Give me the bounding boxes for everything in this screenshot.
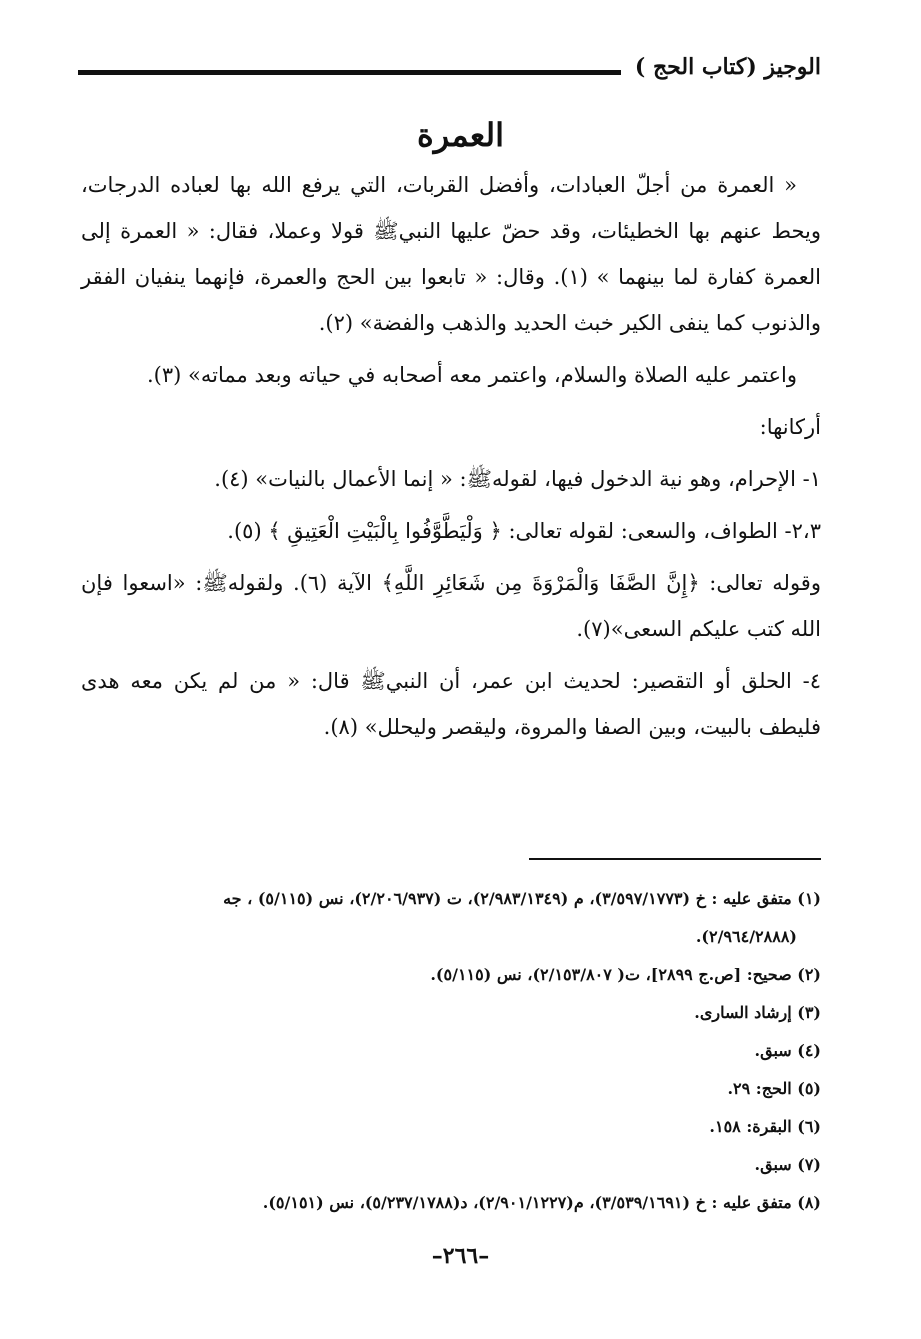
- pillars-heading: أركانها:: [759, 415, 821, 439]
- footnote-7: (٧) سبق.: [754, 1155, 821, 1174]
- footnotes: [81, 880, 821, 1222]
- footnote-1: (١) متفق عليه : خ (٣/٥٩٧/١٧٧٣)، م (٢/٩٨٣/١٣٤٩)، ت (٢/٢٠٦/٩٣٧)، نس (٥/١١٥) ، جه: [223, 889, 821, 908]
- section-title: العمرة: [417, 116, 504, 154]
- paragraph-sai-evidence: وقوله تعالى: ﴿إِنَّ الصَّفَا وَالْمَرْوَةَ مِن شَعَائِرِ اللَّهِ﴾ الآية (٦). ولقولهﷺ: «اسعوا فإن الله كتب عليكم السعى»(٧).: [81, 571, 821, 641]
- page-number: –٢٦٦–: [431, 1243, 490, 1269]
- footnote-1-continued: (٢/٩٦٤/٢٨٨٨).: [695, 927, 797, 946]
- header-rule: [78, 70, 621, 75]
- paragraph-umrah-practice: واعتمر عليه الصلاة والسلام، واعتمر معه أصحابه في حياته وبعد مماته» (٣).: [147, 363, 797, 387]
- paragraph-intro: « العمرة من أجلّ العبادات، وأفضل القربات، التي يرفع الله بها لعباده الدرجات، ويحط عنهم بها الخطيئات، وقد حضّ عليها النبيﷺ قولا وعملا، فقال: « العمرة إلى العمرة كفارة لما بينهما » (١). وقال: « تابعوا بين الحج والعمرة، فإنهما ينفيان الفقر والذنوب كما ينفى الكير خبث الحديد والذهب والفضة» (٢).: [81, 173, 821, 335]
- header-title: الوجيز (كتاب الحج ): [634, 54, 821, 80]
- pillar-tawaf-sai: ٢،٣- الطواف، والسعى: لقوله تعالى: ﴿ وَلْيَطَّوَّفُوا بِالْبَيْتِ الْعَتِيقِ ﴾ (٥).: [227, 519, 821, 543]
- footnote-4: (٤) سبق.: [754, 1041, 821, 1060]
- body-text: [81, 162, 821, 756]
- footnote-separator: [529, 858, 821, 860]
- pillar-ihram: ١- الإحرام، وهو نية الدخول فيها، لقولهﷺ: « إنما الأعمال بالنيات» (٤).: [214, 467, 821, 491]
- pillar-halq-taqsir: ٤- الحلق أو التقصير: لحديث ابن عمر، أن النبيﷺ قال: « من لم يكن معه هدى فليطف بالبيت، وبين الصفا والمروة، وليقصر وليحلل» (٨).: [81, 669, 821, 739]
- footnote-2: (٢) صحيح: [ص.ج ٢٨٩٩]، ت( ٢/١٥٣/٨٠٧)، نس (٥/١١٥).: [430, 965, 821, 984]
- footnote-6: (٦) البقرة: ١٥٨.: [709, 1117, 821, 1136]
- footnote-3: (٣) إرشاد السارى.: [694, 1003, 821, 1022]
- running-header: [78, 52, 821, 86]
- footnote-8: (٨) متفق عليه : خ (٣/٥٣٩/١٦٩١)، م(٢/٩٠١/١٢٢٧)، د(٥/٢٣٧/١٧٨٨)، نس (٥/١٥١).: [262, 1193, 821, 1212]
- footnote-5: (٥) الحج: ٢٩.: [727, 1079, 821, 1098]
